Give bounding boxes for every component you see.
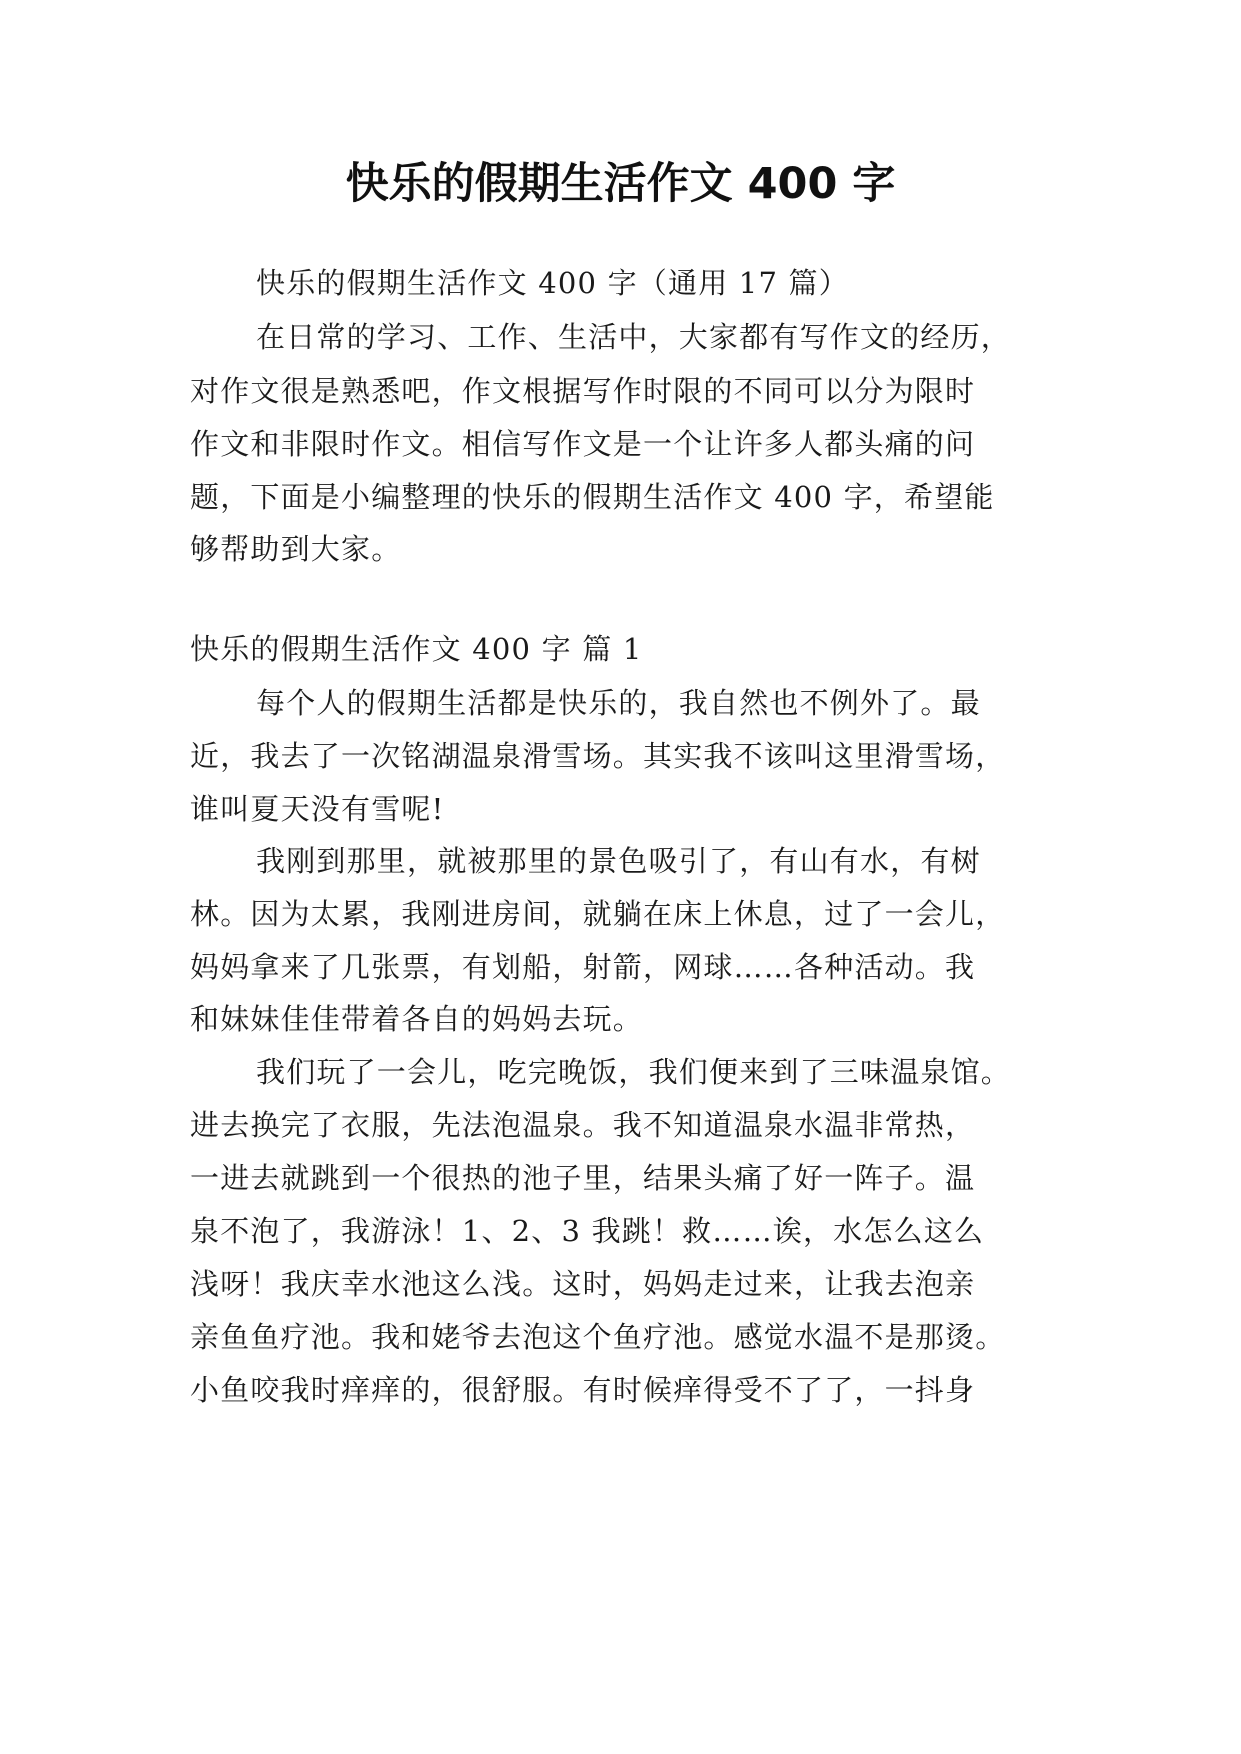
text-line: 近，我去了一次铭湖温泉滑雪场。其实我不该叫这里滑雪场， xyxy=(190,739,1006,773)
text-line: 亲鱼鱼疗池。我和姥爷去泡这个鱼疗池。感觉水温不是那烫。 xyxy=(190,1320,1006,1354)
document-title: 快乐的假期生活作文 400 字 xyxy=(345,159,896,209)
text-line: 妈妈拿来了几张票，有划船，射箭，网球……各种活动。我 xyxy=(190,950,976,984)
text-line: 在日常的学习、工作、生活中，大家都有写作文的经历， xyxy=(256,320,1012,354)
text-line: 作文和非限时作文。相信写作文是一个让许多人都头痛的问 xyxy=(190,427,976,461)
text-line: 和妹妹佳佳带着各自的妈妈去玩。 xyxy=(190,1002,644,1036)
text-line: 对作文很是熟悉吧，作文根据写作时限的不同可以分为限时 xyxy=(190,374,976,408)
text-line: 我们玩了一会儿，吃完晚饭，我们便来到了三味温泉馆。 xyxy=(256,1055,1012,1089)
text-line: 进去换完了衣服，先法泡温泉。我不知道温泉水温非常热， xyxy=(190,1108,976,1142)
text-line: 一进去就跳到一个很热的池子里，结果头痛了好一阵子。温 xyxy=(190,1161,976,1195)
text-line: 我刚到那里，就被那里的景色吸引了，有山有水，有树 xyxy=(256,844,981,878)
text-line: 林。因为太累，我刚进房间，就躺在床上休息，过了一会儿， xyxy=(190,897,1006,931)
text-line: 每个人的假期生活都是快乐的，我自然也不例外了。最 xyxy=(256,686,981,720)
text-line: 谁叫夏天没有雪呢! xyxy=(190,792,445,826)
text-line: 小鱼咬我时痒痒的，很舒服。有时候痒得受不了了，一抖身 xyxy=(190,1373,976,1407)
text-line: 够帮助到大家。 xyxy=(190,532,402,566)
text-line: 题，下面是小编整理的快乐的假期生活作文 400 字，希望能 xyxy=(190,480,995,514)
text-line: 浅呀！我庆幸水池这么浅。这时，妈妈走过来，让我去泡亲 xyxy=(190,1267,976,1301)
text-line: 泉不泡了，我游泳！1、2、3 我跳！救……诶，水怎么这么 xyxy=(190,1214,985,1248)
intro-subtitle: 快乐的假期生活作文 400 字（通用 17 篇） xyxy=(256,266,849,300)
section-heading: 快乐的假期生活作文 400 字 篇 1 xyxy=(190,632,643,666)
